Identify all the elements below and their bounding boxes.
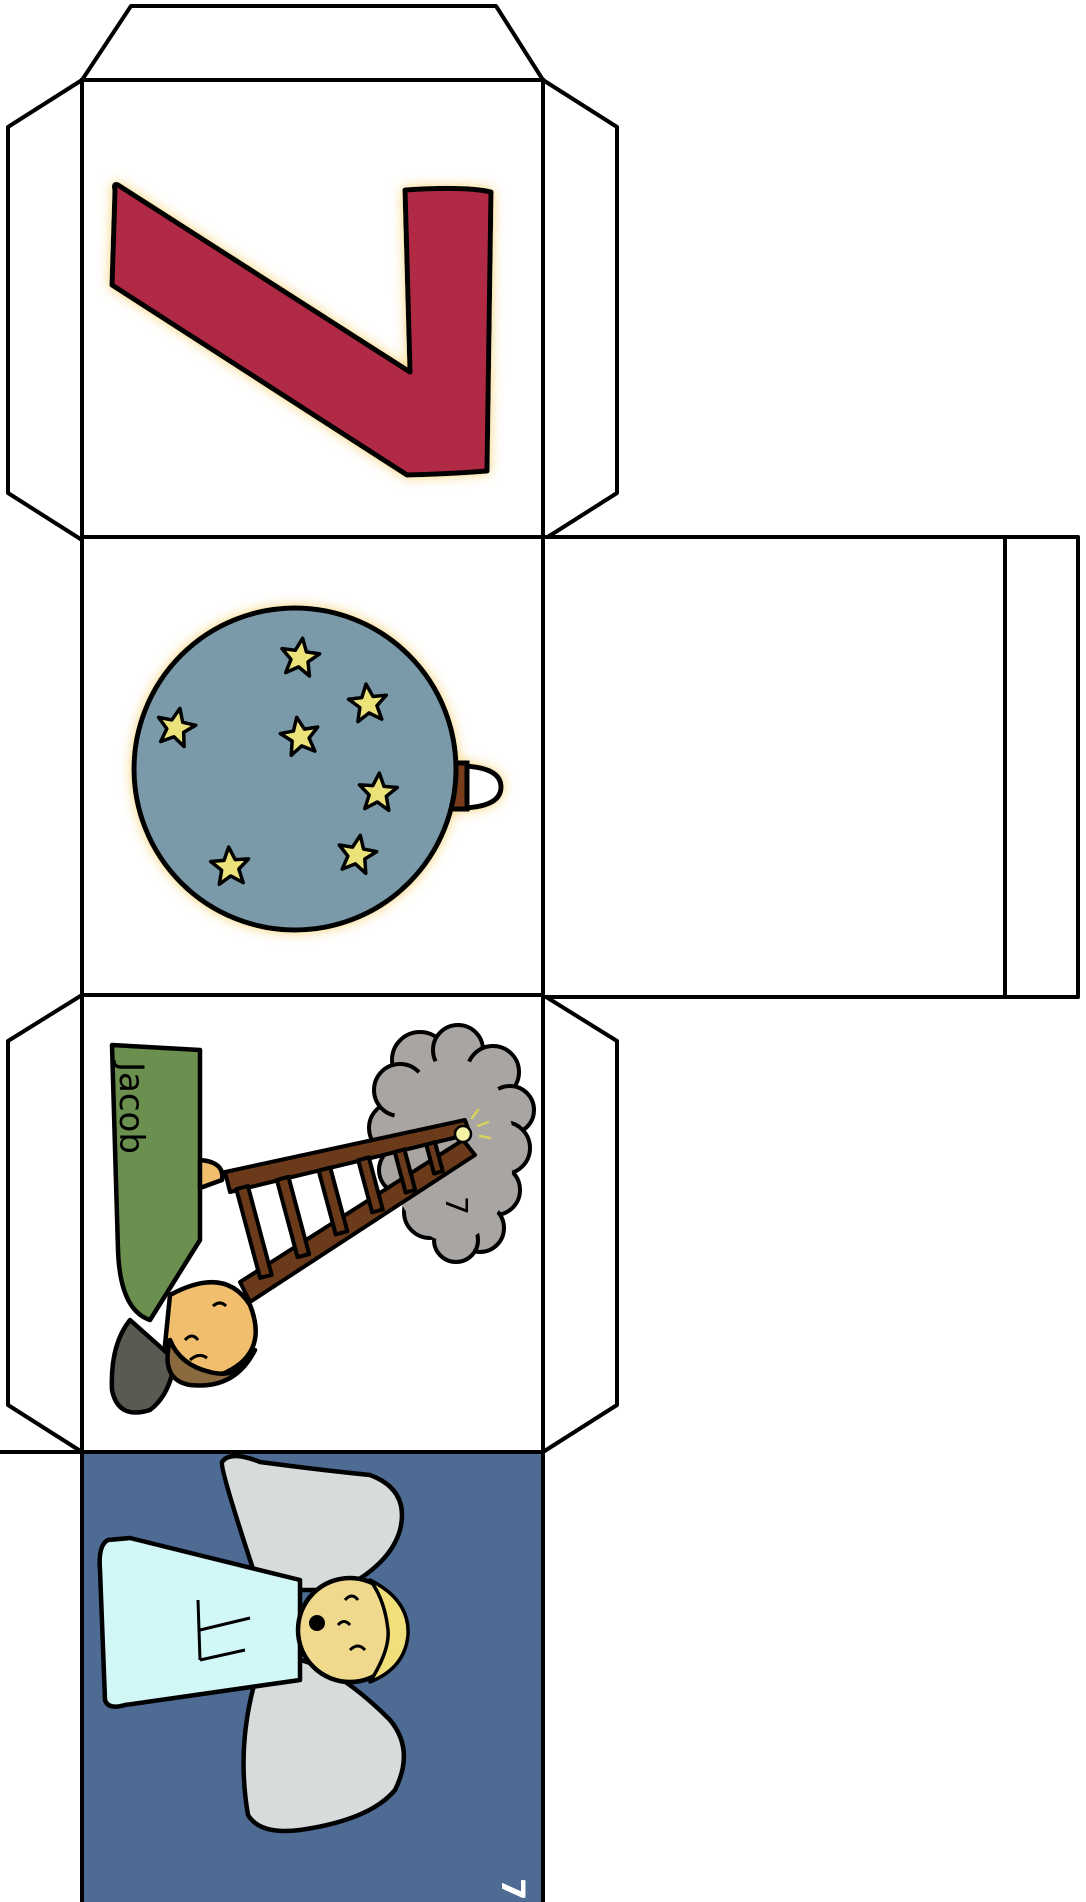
right-flap-3 <box>543 995 617 1452</box>
top-flap <box>82 6 543 80</box>
jacob-name-label: Jacob <box>111 1062 151 1154</box>
left-flap-3 <box>8 995 82 1452</box>
cloud-number-label: 7 <box>438 1196 473 1216</box>
left-flap-1 <box>8 80 82 540</box>
right-flap-1 <box>543 80 617 540</box>
side-panel <box>543 537 1078 997</box>
angel-corner-number: 7 <box>494 1878 532 1901</box>
